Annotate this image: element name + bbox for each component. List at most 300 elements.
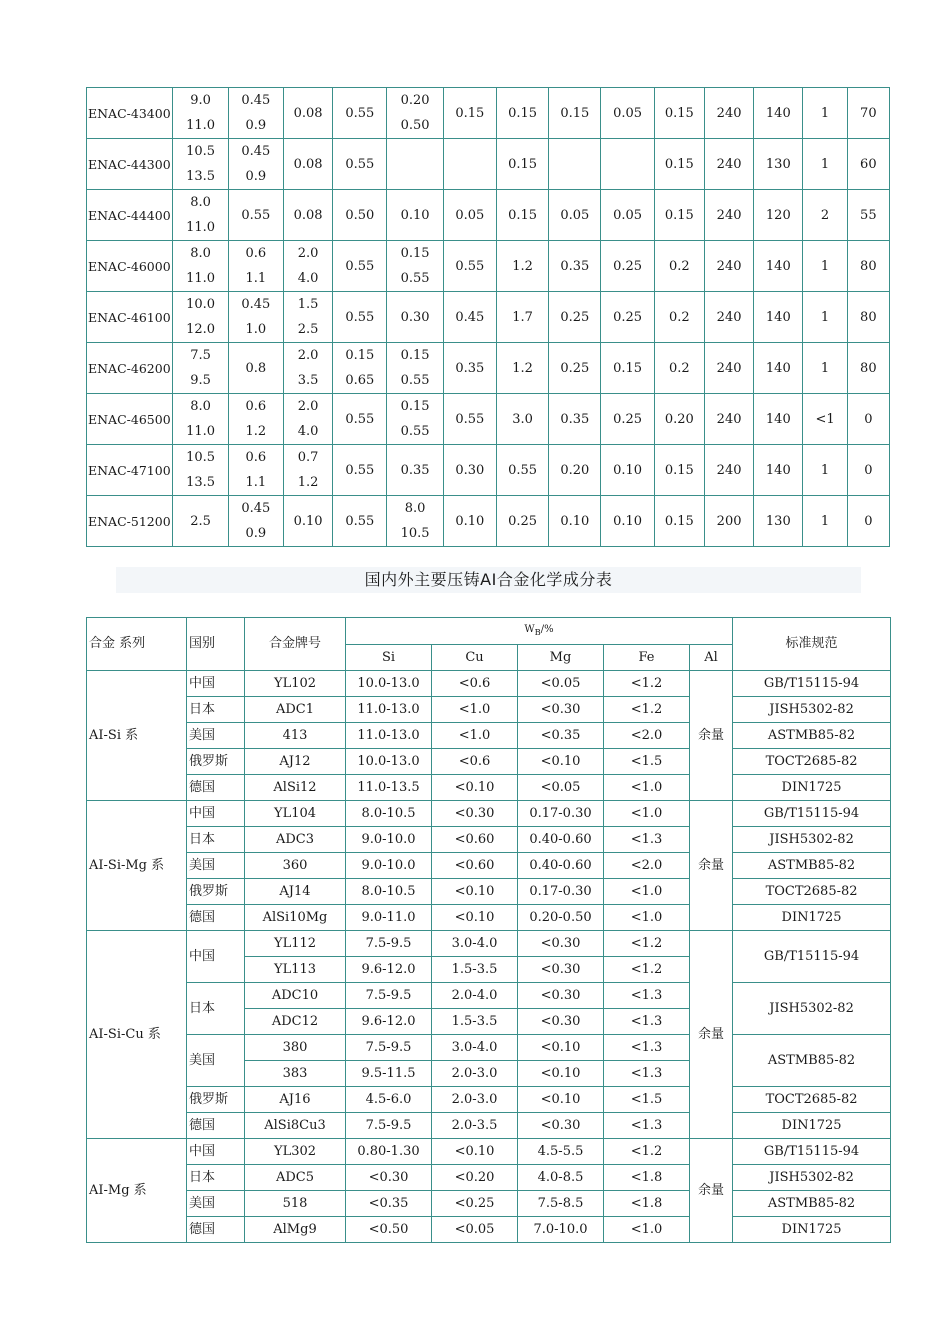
si-cell: 9.6-12.0: [346, 1009, 432, 1035]
value-line: 0.25: [613, 258, 643, 274]
fe-cell: <1.8: [604, 1191, 690, 1217]
cu-cell: <0.10: [432, 905, 518, 931]
value-line: 0.30: [455, 462, 485, 478]
si-cell: 10.0-13.0: [346, 749, 432, 775]
value-cell: [654, 394, 704, 445]
value-line: 0.25: [508, 513, 538, 529]
country-cell: 中国: [187, 801, 245, 827]
value-cell: [387, 190, 443, 241]
value-cell: [704, 343, 753, 394]
value-cell: [601, 88, 654, 139]
grade-cell: AlMg9: [245, 1217, 346, 1243]
fe-cell: <1.0: [604, 905, 690, 931]
value-line: 10.5: [186, 450, 216, 465]
value-line: 70: [860, 105, 877, 121]
value-line: 3.5: [297, 373, 319, 388]
value-cell: [496, 445, 548, 496]
value-line: 10.0: [186, 297, 216, 312]
country-cell: 德国: [187, 775, 245, 801]
value-cell: [496, 292, 548, 343]
value-line: 0.55: [345, 105, 375, 121]
value-line: 4.0: [297, 271, 319, 286]
value-cell: [847, 343, 889, 394]
grade-cell: 383: [245, 1061, 346, 1087]
value-line: 1: [820, 360, 830, 376]
cu-cell: <0.05: [432, 1217, 518, 1243]
header-fe: Fe: [604, 645, 690, 671]
value-cell: [228, 292, 283, 343]
fe-cell: <1.3: [604, 827, 690, 853]
value-cell: [443, 139, 496, 190]
grade-cell: YL112: [245, 931, 346, 957]
alloy-name-cell: ENAC-44300: [87, 139, 173, 190]
grade-cell: YL302: [245, 1139, 346, 1165]
mg-cell: 0.20-0.50: [518, 905, 604, 931]
value-line: 240: [716, 258, 742, 274]
table-row: [87, 801, 891, 827]
value-cell: [496, 343, 548, 394]
value-cell: [173, 343, 228, 394]
value-cell: [228, 343, 283, 394]
value-line: 0.10: [613, 462, 643, 478]
table-row: [87, 445, 890, 496]
mg-cell: 0.40-0.60: [518, 853, 604, 879]
value-line: 8.0: [190, 195, 211, 210]
value-line: 12.0: [186, 322, 216, 337]
value-cell: [704, 394, 753, 445]
grade-cell: AJ14: [245, 879, 346, 905]
value-cell: [601, 139, 654, 190]
value-line: 0.2: [669, 360, 690, 376]
value-cell: [443, 292, 496, 343]
table-row: [87, 1035, 891, 1061]
value-line: 0: [864, 411, 873, 427]
value-cell: [387, 139, 443, 190]
value-cell: [654, 88, 704, 139]
grade-cell: YL102: [245, 671, 346, 697]
alloy-name-cell: ENAC-51200: [87, 496, 173, 547]
table-row: [87, 1165, 891, 1191]
standard-cell: DIN1725: [733, 1113, 891, 1139]
standard-cell: GB/T15115-94: [733, 671, 891, 697]
value-line: 0.55: [345, 309, 375, 325]
value-line: 4.0: [297, 424, 319, 439]
value-cell: [443, 241, 496, 292]
value-line: 0.45: [241, 144, 271, 159]
value-line: 0.35: [560, 411, 590, 427]
value-cell: [847, 190, 889, 241]
value-line: 0.35: [455, 360, 485, 376]
value-line: 0.20: [664, 411, 694, 427]
standard-cell: JISH5302-82: [733, 827, 891, 853]
value-line: 0.55: [508, 462, 538, 478]
value-line: 0.15: [400, 348, 430, 363]
country-cell: 日本: [187, 1165, 245, 1191]
fe-cell: <1.5: [604, 1087, 690, 1113]
value-line: 0.05: [560, 207, 590, 223]
standard-cell: TOCT2685-82: [733, 749, 891, 775]
fe-cell: <2.0: [604, 853, 690, 879]
value-cell: [549, 241, 601, 292]
grade-cell: 380: [245, 1035, 346, 1061]
value-line: 140: [765, 360, 791, 376]
value-cell: [333, 292, 387, 343]
cu-cell: <0.60: [432, 853, 518, 879]
cu-cell: <0.6: [432, 671, 518, 697]
value-cell: [754, 445, 803, 496]
value-line: 0.9: [245, 169, 267, 184]
country-cell: 美国: [187, 1191, 245, 1217]
cu-cell: 2.0-3.0: [432, 1087, 518, 1113]
value-cell: [803, 292, 847, 343]
value-line: 0.25: [613, 309, 643, 325]
value-line: 130: [765, 513, 791, 529]
value-cell: [228, 241, 283, 292]
value-line: 8.0: [404, 501, 426, 516]
value-cell: [228, 445, 283, 496]
si-cell: 7.5-9.5: [346, 1035, 432, 1061]
value-cell: [549, 88, 601, 139]
value-line: 0.15: [455, 105, 485, 121]
table-row: [87, 1139, 891, 1165]
value-line: 0.45: [455, 309, 485, 325]
mg-cell: <0.30: [518, 697, 604, 723]
value-line: 240: [716, 105, 742, 121]
series-cell: AI-Si 系: [87, 671, 187, 801]
table-title: 国内外主要压铸AI合金化学成分表: [116, 567, 861, 593]
value-cell: [387, 394, 443, 445]
alloy-composition-table: [86, 617, 891, 1243]
mg-cell: <0.35: [518, 723, 604, 749]
value-cell: [754, 394, 803, 445]
standard-cell: TOCT2685-82: [733, 879, 891, 905]
value-cell: [654, 139, 704, 190]
value-cell: [754, 139, 803, 190]
value-line: 1: [820, 462, 830, 478]
value-line: 3.0: [512, 411, 533, 427]
value-cell: [443, 445, 496, 496]
value-cell: [496, 190, 548, 241]
value-line: 80: [860, 309, 877, 325]
value-cell: [333, 394, 387, 445]
value-line: 0.45: [241, 501, 271, 516]
mg-cell: <0.05: [518, 775, 604, 801]
value-cell: [654, 292, 704, 343]
header-wb-suffix: /%: [540, 624, 554, 635]
value-line: 1: [820, 309, 830, 325]
value-line: 0.25: [560, 360, 590, 376]
value-line: 8.0: [190, 399, 211, 414]
cu-cell: 1.5-3.5: [432, 1009, 518, 1035]
table-row: [87, 723, 891, 749]
value-line: 240: [716, 156, 742, 172]
series-cell: AI-Si-Mg 系: [87, 801, 187, 931]
value-cell: [754, 496, 803, 547]
si-cell: 8.0-10.5: [346, 801, 432, 827]
si-cell: 11.0-13.0: [346, 697, 432, 723]
value-cell: [387, 241, 443, 292]
value-line: 0.35: [400, 462, 430, 478]
value-cell: [601, 394, 654, 445]
value-cell: [803, 445, 847, 496]
value-cell: [283, 241, 332, 292]
table-row: [87, 139, 890, 190]
value-line: 140: [765, 105, 791, 121]
value-line: 13.5: [186, 475, 216, 490]
table-row: [87, 853, 891, 879]
fe-cell: <1.2: [604, 957, 690, 983]
value-cell: [496, 394, 548, 445]
fe-cell: <1.0: [604, 775, 690, 801]
value-line: 0.15: [560, 105, 590, 121]
table-row: [87, 343, 890, 394]
value-line: 11.0: [186, 424, 216, 439]
country-cell: 德国: [187, 905, 245, 931]
value-cell: [443, 190, 496, 241]
value-line: 0.2: [669, 309, 690, 325]
value-line: 1.1: [245, 475, 267, 490]
cu-cell: 3.0-4.0: [432, 1035, 518, 1061]
value-cell: [704, 445, 753, 496]
value-cell: [283, 343, 332, 394]
value-cell: [601, 190, 654, 241]
value-cell: [228, 139, 283, 190]
value-line: 1.0: [245, 322, 267, 337]
value-cell: [333, 190, 387, 241]
table-row: [87, 749, 891, 775]
standard-cell: DIN1725: [733, 905, 891, 931]
value-cell: [847, 241, 889, 292]
grade-cell: ADC5: [245, 1165, 346, 1191]
fe-cell: <1.2: [604, 931, 690, 957]
series-cell: AI-Mg 系: [87, 1139, 187, 1243]
value-cell: [333, 343, 387, 394]
value-line: 0.05: [455, 207, 485, 223]
value-cell: [847, 139, 889, 190]
value-line: 0.25: [560, 309, 590, 325]
value-cell: [549, 496, 601, 547]
value-cell: [704, 292, 753, 343]
header-wb-sub: B: [534, 627, 541, 637]
table-row: [87, 671, 891, 697]
value-line: 7.5: [190, 348, 211, 363]
value-cell: [228, 190, 283, 241]
value-line: 1.5: [297, 297, 319, 312]
value-cell: [601, 445, 654, 496]
value-cell: [803, 343, 847, 394]
standard-cell: DIN1725: [733, 775, 891, 801]
header-grade: 合金牌号: [245, 618, 346, 671]
value-cell: [704, 139, 753, 190]
value-line: 0.50: [345, 207, 375, 223]
value-line: 80: [860, 258, 877, 274]
value-line: 10.5: [400, 526, 430, 541]
cu-cell: <1.0: [432, 697, 518, 723]
table-row: [87, 775, 891, 801]
value-cell: [173, 445, 228, 496]
value-cell: [443, 394, 496, 445]
cu-cell: 2.0-3.0: [432, 1061, 518, 1087]
value-cell: [549, 292, 601, 343]
value-line: 0.10: [613, 513, 643, 529]
value-line: 0.10: [455, 513, 485, 529]
alloy-name-cell: ENAC-43400: [87, 88, 173, 139]
value-cell: [333, 139, 387, 190]
standard-cell: ASTMB85-82: [733, 723, 891, 749]
si-cell: <0.50: [346, 1217, 432, 1243]
grade-cell: AlSi10Mg: [245, 905, 346, 931]
si-cell: 7.5-9.5: [346, 931, 432, 957]
value-cell: [803, 394, 847, 445]
value-line: 0.55: [345, 258, 375, 274]
value-line: 0: [864, 513, 873, 529]
value-line: 0.50: [400, 118, 430, 133]
value-line: 140: [765, 258, 791, 274]
value-cell: [654, 343, 704, 394]
value-line: 2.0: [297, 399, 319, 414]
value-line: 0.6: [245, 246, 267, 261]
value-cell: [754, 190, 803, 241]
value-cell: [601, 343, 654, 394]
mg-cell: 4.5-5.5: [518, 1139, 604, 1165]
value-line: 240: [716, 462, 742, 478]
mg-cell: <0.05: [518, 671, 604, 697]
value-line: 0.08: [293, 207, 323, 223]
mg-cell: <0.30: [518, 957, 604, 983]
value-cell: [387, 496, 443, 547]
table-row: [87, 697, 891, 723]
value-cell: [704, 190, 753, 241]
header-row: [87, 618, 891, 645]
value-line: 0.6: [245, 399, 267, 414]
value-line: 2.5: [297, 322, 319, 337]
value-line: 0.15: [400, 246, 430, 261]
cu-cell: <0.10: [432, 775, 518, 801]
si-cell: 8.0-10.5: [346, 879, 432, 905]
header-si: Si: [346, 645, 432, 671]
value-line: 80: [860, 360, 877, 376]
si-cell: 11.0-13.0: [346, 723, 432, 749]
fe-cell: <1.0: [604, 1217, 690, 1243]
value-line: 0.7: [297, 450, 319, 465]
value-cell: [228, 496, 283, 547]
value-line: 0.15: [664, 207, 694, 223]
value-line: 0.45: [241, 297, 271, 312]
grade-cell: AlSi12: [245, 775, 346, 801]
value-cell: [549, 445, 601, 496]
value-line: 0.05: [613, 105, 643, 121]
si-cell: 11.0-13.5: [346, 775, 432, 801]
value-line: 1: [820, 105, 830, 121]
mg-cell: 0.40-0.60: [518, 827, 604, 853]
value-cell: [333, 445, 387, 496]
standard-cell: DIN1725: [733, 1217, 891, 1243]
value-line: 0.8: [245, 360, 267, 376]
header-wb: [346, 618, 733, 645]
value-line: 0.10: [293, 513, 323, 529]
value-cell: [283, 190, 332, 241]
value-line: 240: [716, 309, 742, 325]
grade-cell: ADC1: [245, 697, 346, 723]
value-cell: [387, 445, 443, 496]
header-al: Al: [690, 645, 733, 671]
value-cell: [704, 241, 753, 292]
cu-cell: 2.0-4.0: [432, 983, 518, 1009]
value-cell: [228, 394, 283, 445]
value-line: 0.9: [245, 526, 267, 541]
al-cell: 余量: [690, 1139, 733, 1243]
header-cu: Cu: [432, 645, 518, 671]
country-cell: 日本: [187, 983, 245, 1035]
value-cell: [283, 88, 332, 139]
fe-cell: <1.3: [604, 1113, 690, 1139]
alloy-spec-table-body: [87, 88, 890, 547]
table-row: [87, 292, 890, 343]
al-cell: 余量: [690, 931, 733, 1139]
mg-cell: <0.30: [518, 983, 604, 1009]
grade-cell: YL113: [245, 957, 346, 983]
fe-cell: <1.3: [604, 1035, 690, 1061]
country-cell: 中国: [187, 931, 245, 983]
value-cell: [601, 292, 654, 343]
alloy-name-cell: ENAC-46200: [87, 343, 173, 394]
value-line: 0.15: [664, 156, 694, 172]
value-cell: [496, 241, 548, 292]
value-line: 0.15: [508, 207, 538, 223]
value-line: 0.55: [345, 513, 375, 529]
value-line: 11.0: [186, 271, 216, 286]
value-line: 0.15: [664, 105, 694, 121]
standard-cell: ASTMB85-82: [733, 1035, 891, 1087]
grade-cell: 360: [245, 853, 346, 879]
value-line: 0.45: [241, 93, 271, 108]
value-line: 1: [820, 513, 830, 529]
value-cell: [803, 139, 847, 190]
value-line: 0.15: [508, 105, 538, 121]
value-cell: [228, 88, 283, 139]
alloy-name-cell: ENAC-47100: [87, 445, 173, 496]
alloy-spec-table: [86, 87, 890, 547]
mg-cell: <0.10: [518, 1061, 604, 1087]
value-cell: [654, 445, 704, 496]
standard-cell: ASTMB85-82: [733, 853, 891, 879]
value-cell: [443, 496, 496, 547]
value-cell: [803, 190, 847, 241]
value-line: 240: [716, 360, 742, 376]
table-row: [87, 879, 891, 905]
value-line: 0.55: [345, 462, 375, 478]
alloy-name-cell: ENAC-46100: [87, 292, 173, 343]
fe-cell: <1.2: [604, 1139, 690, 1165]
cu-cell: <0.6: [432, 749, 518, 775]
value-line: 9.5: [190, 373, 211, 388]
value-line: 130: [765, 156, 791, 172]
country-cell: 德国: [187, 1217, 245, 1243]
country-cell: 美国: [187, 723, 245, 749]
mg-cell: 7.0-10.0: [518, 1217, 604, 1243]
grade-cell: ADC3: [245, 827, 346, 853]
country-cell: 日本: [187, 827, 245, 853]
value-line: 1.2: [245, 424, 267, 439]
standard-cell: GB/T15115-94: [733, 1139, 891, 1165]
value-line: 0.55: [455, 411, 485, 427]
country-cell: 德国: [187, 1113, 245, 1139]
table-row: [87, 190, 890, 241]
value-line: 0.15: [664, 462, 694, 478]
value-line: 200: [716, 513, 742, 529]
value-line: 1.1: [245, 271, 267, 286]
value-line: 55: [860, 207, 877, 223]
